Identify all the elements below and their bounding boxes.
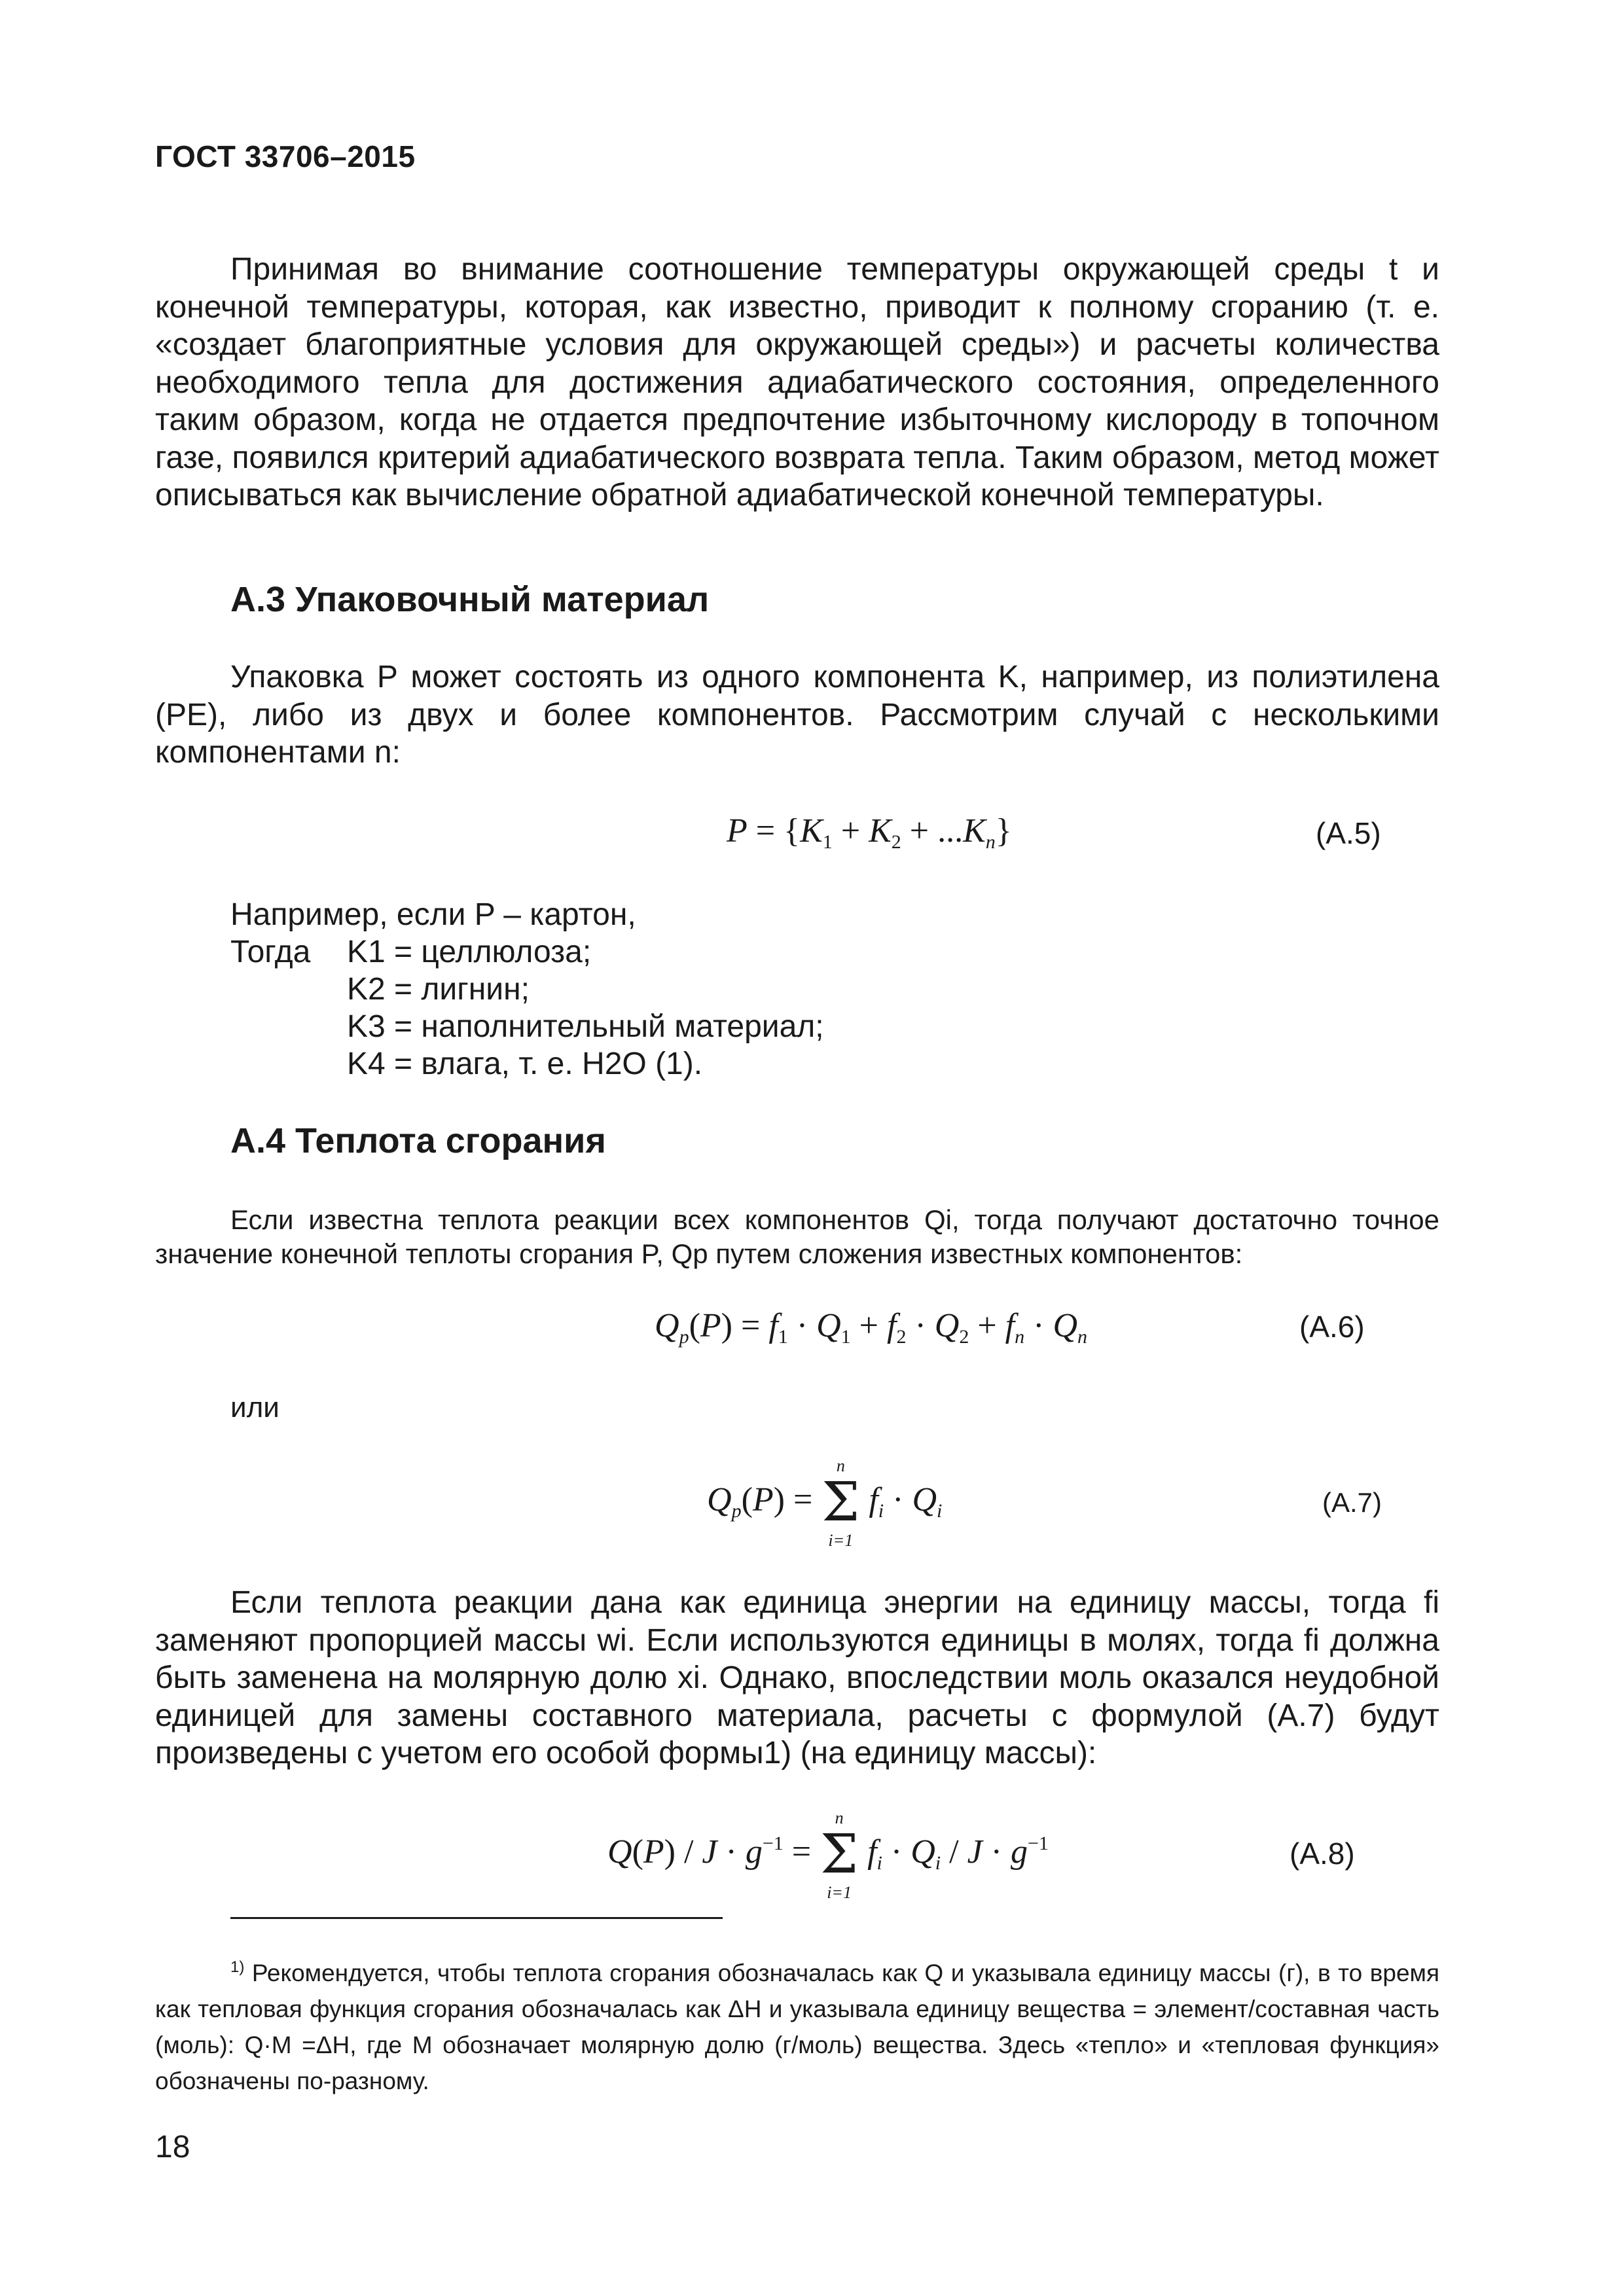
equation-a6: $Q_p(P) = f_1 \cdot Q_1 + f_2 \cdot Q_2 + f_n \cdot Q_n$ (655, 1307, 1087, 1348)
paragraph-units (155, 1584, 1439, 1772)
equation-a8: $Q(P) / J \cdot g^{-1}$ = n Σ i=1 $f_i \cdot Q_i / J \cdot g^{-1}$ (607, 1808, 1049, 1902)
equation-a7-label: (А.7) (1322, 1487, 1382, 1518)
example-k4: K4 = влага, т. е. H2O (1). (347, 1047, 703, 1081)
equation-a8-label: (А.8) (1290, 1837, 1355, 1871)
footnote-text: Рекомендуется, чтобы теплота сгорания обозначалась как Q и указывала единицу массы (г), в то время как тепловая функция сгорания обозначалась как ΔH и указывала единицу вещества = элемент/составная часть (моль): Q·M =ΔH, где M обозначает молярную долю (г/моль) вещества. Здесь «тепло» и «тепловая функция» обозначены по-разному. (155, 1960, 1440, 2094)
footnote-mark: 1) (230, 1958, 245, 1976)
paragraph-units-text: Если теплота реакции дана как единица энергии на единицу массы, тогда fi заменяют пропорцией массы wi. Если используются единицы в молях, тогда fi должна быть заменена на молярную долю xi. Однако, впоследствии моль оказался неудобной единицей для замены составного материала, расчеты с формулой (А.7) будут произведены с учетом его особой формы1) (на единицу массы): (155, 1585, 1439, 1770)
example-k1: K1 = целлюлоза; (347, 935, 592, 969)
paragraph-packaging (155, 658, 1439, 772)
paragraph-packaging-text: Упаковка P может состоять из одного компонента K, например, из полиэтилена (PE), либо из двух и более компонентов. Рассмотрим случай с несколькими компонентами n: (155, 660, 1440, 770)
paragraph-heat-text: Если известна теплота реакции всех компонентов Qi, тогда получают достаточно точное значение конечной теплоты сгорания P, Qp путем сложения известных компонентов: (155, 1204, 1439, 1269)
footnote (155, 1949, 1439, 2099)
equation-a5-render: $P = \{K_1 + K_2 + ...K_n\}$ (727, 812, 1012, 853)
document-header: ГОСТ 33706–2015 (155, 139, 416, 173)
paragraph-intro (155, 251, 1439, 514)
equation-a5-label: (А.5) (1316, 816, 1381, 850)
example-intro: Например, если P – картон, (230, 897, 636, 932)
sum-symbol-a8: n Σ i=1 (820, 1808, 859, 1902)
paragraph-intro-text: Принимая во внимание соотношение температуры окружающей среды t и конечной температуры, которая, как известно, приводит к полному сгоранию (т. е. «создает благоприятные условия для окружающей среды») и расчеты количества необходимого тепла для достижения адиабатического состояния, определенного таким образом, когда не отдается предпочтение избыточному кислороду в топочном газе, появился критерий адиабатического возврата тепла. Таким образом, метод может описываться как вычисление обратной адиабатической конечной температуры. (155, 252, 1439, 512)
section-a3-heading: А.3 Упаковочный материал (230, 580, 710, 619)
example-then: Тогда (230, 935, 311, 969)
example-k3: K3 = наполнительный материал; (347, 1009, 824, 1044)
equation-a6-label: (А.6) (1299, 1310, 1365, 1344)
sum-symbol-a7: n Σ i=1 (821, 1456, 860, 1550)
example-k2: K2 = лигнин; (347, 972, 530, 1007)
or-text: или (230, 1391, 280, 1424)
footnote-divider (230, 1917, 723, 1919)
page-number: 18 (155, 2130, 190, 2164)
section-a4-heading: А.4 Теплота сгорания (230, 1121, 606, 1160)
paragraph-heat (155, 1203, 1439, 1271)
equation-a7: $Q_p(P)$ = n Σ i=1 $f_i \cdot Q_i$ (707, 1456, 943, 1550)
